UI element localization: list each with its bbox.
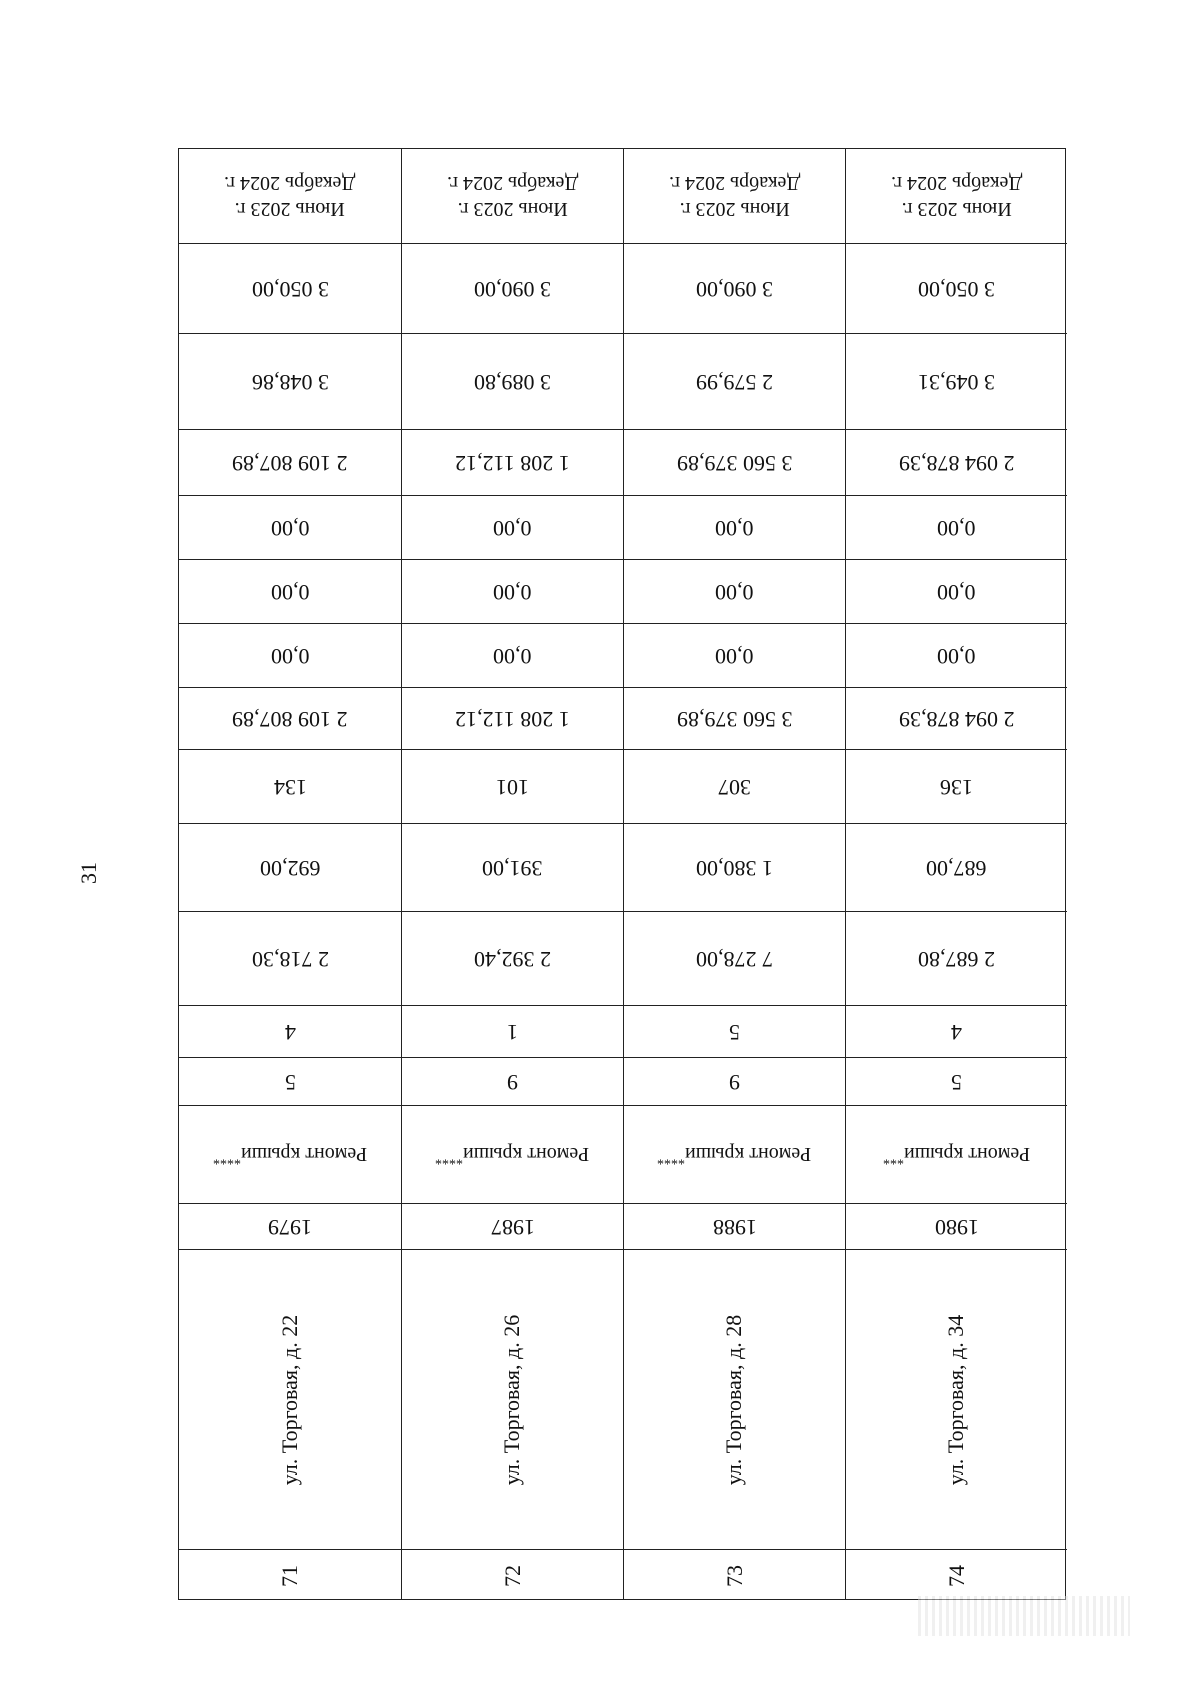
floors-value: 5 [284, 1069, 296, 1095]
year-value: 1979 [268, 1214, 312, 1240]
cell-area2 [624, 823, 845, 911]
cell-limit-cost [402, 243, 623, 333]
unit-cost-value: 3 048,86 [251, 369, 329, 395]
address-text: ул. Торговая, д. 22 [276, 1314, 302, 1485]
cell-entrances [624, 1005, 845, 1057]
cell-period [402, 149, 623, 243]
cell-z3 [624, 623, 845, 687]
residents-value: 101 [496, 774, 529, 800]
residents-value: 136 [940, 774, 973, 800]
cell-address [624, 1249, 845, 1549]
cell-floors [402, 1057, 623, 1105]
period-end: Декабрь 2024 г. [890, 172, 1023, 194]
cell-entrances [179, 1005, 401, 1057]
z1-value: 0,00 [937, 515, 976, 541]
unit-cost-value: 2 579,99 [696, 369, 773, 395]
cell-address [846, 1249, 1067, 1549]
cell-z2 [179, 559, 401, 623]
year-value: 1980 [934, 1214, 979, 1240]
cell-total2 [179, 687, 401, 749]
address-text: ул. Торговая, д. 28 [721, 1314, 747, 1485]
cell-total [846, 429, 1067, 495]
row-number: 71 [277, 1564, 302, 1587]
z3-value: 0,00 [270, 643, 310, 669]
scan-artifact [918, 1596, 1130, 1636]
record-column [179, 149, 401, 1599]
cell-z3 [179, 623, 401, 687]
period-text [891, 170, 1022, 222]
entrances-value: 5 [729, 1019, 740, 1045]
cell-area1 [179, 911, 401, 1005]
period-text [224, 170, 355, 222]
cell-unit-cost [846, 333, 1067, 429]
cell-z3 [846, 623, 1067, 687]
area2-value: 687,00 [926, 855, 987, 881]
cell-area1 [846, 911, 1067, 1005]
limit-cost-value: 3 050,00 [251, 276, 329, 302]
total2-value: 1 208 112,12 [455, 706, 570, 732]
period-start: Июнь 2023 г. [901, 198, 1012, 220]
cell-num [624, 1549, 845, 1601]
total2-value: 2 109 807,89 [232, 706, 348, 732]
cell-unit-cost [179, 333, 401, 429]
period-end: Декабрь 2024 г. [446, 172, 579, 194]
footnote-mark: **** [212, 1151, 241, 1167]
year-value: 1987 [490, 1214, 535, 1240]
cell-num [846, 1549, 1067, 1601]
row-number: 73 [721, 1564, 747, 1587]
year-value: 1988 [712, 1214, 757, 1240]
total-value: 2 109 807,89 [232, 450, 348, 476]
cell-year [846, 1203, 1067, 1249]
cell-year [179, 1203, 401, 1249]
cell-residents [624, 749, 845, 823]
cell-z1 [846, 495, 1067, 559]
cell-limit-cost [846, 243, 1067, 333]
period-text [669, 170, 800, 222]
work-type: Ремонт крыши**** [212, 1143, 368, 1167]
record-column [623, 149, 845, 1599]
period-start: Июнь 2023 г. [234, 198, 346, 220]
cell-floors [179, 1057, 401, 1105]
area1-value: 2 687,80 [918, 946, 995, 972]
cell-z2 [624, 559, 845, 623]
cell-limit-cost [624, 243, 845, 333]
cell-area2 [179, 823, 401, 911]
z3-value: 0,00 [493, 643, 532, 669]
total-value: 1 208 112,12 [455, 450, 570, 476]
entrances-value: 4 [951, 1019, 962, 1045]
work-type: Ремонт крыши**** [657, 1143, 812, 1167]
cell-area1 [624, 911, 845, 1005]
cell-work [846, 1105, 1067, 1203]
area2-value: 391,00 [482, 855, 543, 881]
record-column [401, 149, 623, 1599]
cell-entrances [846, 1005, 1067, 1057]
cell-total2 [402, 687, 623, 749]
residents-value: 307 [718, 774, 751, 800]
cell-year [402, 1203, 623, 1249]
cell-period [846, 149, 1067, 243]
cell-area1 [402, 911, 623, 1005]
footnote-mark: **** [657, 1151, 686, 1167]
z2-value: 0,00 [270, 579, 310, 605]
cell-total2 [624, 687, 845, 749]
cell-residents [846, 749, 1067, 823]
period-start: Июнь 2023 г. [679, 198, 790, 220]
total-value: 3 560 379,89 [676, 450, 793, 476]
page-number: 31 [76, 862, 101, 884]
address-text: ул. Торговая, д. 34 [943, 1314, 969, 1485]
cell-work [624, 1105, 845, 1203]
floors-value: 5 [951, 1069, 962, 1095]
cell-limit-cost [179, 243, 401, 333]
footnote-mark: *** [882, 1151, 904, 1167]
work-type: Ремонт крыши*** [882, 1143, 1031, 1167]
cell-z1 [402, 495, 623, 559]
z3-value: 0,00 [715, 643, 754, 669]
limit-cost-value: 3 090,00 [696, 276, 773, 302]
cell-period [624, 149, 845, 243]
cell-floors [846, 1057, 1067, 1105]
cell-area2 [402, 823, 623, 911]
cell-area2 [846, 823, 1067, 911]
z1-value: 0,00 [270, 515, 310, 541]
period-end: Декабрь 2024 г. [668, 172, 801, 194]
cell-total [624, 429, 845, 495]
cell-num [402, 1549, 623, 1601]
cell-z3 [402, 623, 623, 687]
cell-period [179, 149, 401, 243]
entrances-value: 4 [284, 1019, 296, 1045]
cell-total [402, 429, 623, 495]
cell-unit-cost [624, 333, 845, 429]
total-value: 2 094 878,39 [898, 450, 1015, 476]
cell-work [179, 1105, 401, 1203]
z2-value: 0,00 [715, 579, 754, 605]
z1-value: 0,00 [715, 515, 754, 541]
cell-residents [402, 749, 623, 823]
area1-value: 2 718,30 [251, 946, 329, 972]
area1-value: 2 392,40 [474, 946, 551, 972]
cell-z1 [624, 495, 845, 559]
cell-year [624, 1203, 845, 1249]
row-number: 72 [499, 1564, 525, 1587]
cell-floors [624, 1057, 845, 1105]
period-start: Июнь 2023 г. [457, 198, 568, 220]
cell-total [179, 429, 401, 495]
z1-value: 0,00 [493, 515, 532, 541]
total2-value: 3 560 379,89 [676, 706, 793, 732]
row-number: 74 [943, 1564, 969, 1587]
entrances-value: 1 [507, 1019, 518, 1045]
z2-value: 0,00 [493, 579, 532, 605]
address-text: ул. Торговая, д. 26 [499, 1314, 525, 1485]
cell-residents [179, 749, 401, 823]
area2-value: 692,00 [259, 855, 321, 881]
repair-schedule-table [178, 148, 1066, 1600]
limit-cost-value: 3 090,00 [474, 276, 551, 302]
unit-cost-value: 3 049,31 [918, 369, 995, 395]
cell-address [179, 1249, 401, 1549]
cell-unit-cost [402, 333, 623, 429]
limit-cost-value: 3 050,00 [918, 276, 995, 302]
cell-num [179, 1549, 401, 1601]
area1-value: 7 278,00 [696, 946, 773, 972]
cell-z1 [179, 495, 401, 559]
floors-value: 9 [729, 1069, 740, 1095]
cell-z2 [402, 559, 623, 623]
floors-value: 9 [507, 1069, 518, 1095]
cell-address [402, 1249, 623, 1549]
cell-entrances [402, 1005, 623, 1057]
z3-value: 0,00 [937, 643, 976, 669]
period-end: Декабрь 2024 г. [224, 172, 356, 194]
cell-work [402, 1105, 623, 1203]
cell-total2 [846, 687, 1067, 749]
total2-value: 2 094 878,39 [898, 706, 1015, 732]
work-type: Ремонт крыши**** [435, 1143, 590, 1167]
period-text [447, 170, 578, 222]
footnote-mark: **** [435, 1151, 464, 1167]
unit-cost-value: 3 089,80 [474, 369, 551, 395]
record-column [845, 149, 1067, 1599]
area2-value: 1 380,00 [696, 855, 773, 881]
z2-value: 0,00 [937, 579, 976, 605]
residents-value: 134 [273, 774, 307, 800]
cell-z2 [846, 559, 1067, 623]
